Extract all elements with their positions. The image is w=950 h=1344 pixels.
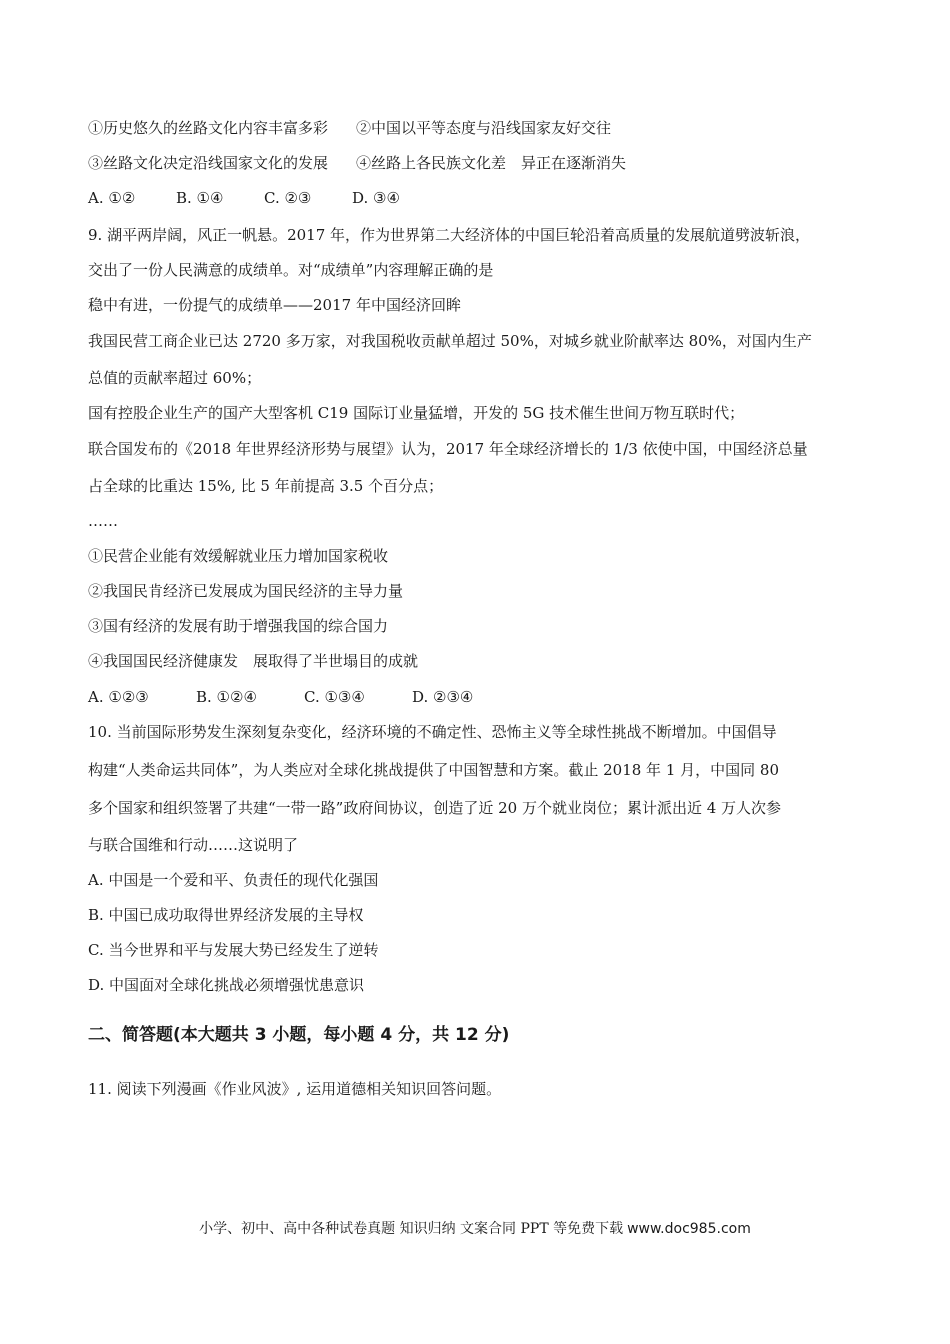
q8-statement-1: ①历史悠久的丝路文化内容丰富多彩 bbox=[88, 119, 329, 137]
q11-stem: 11. 阅读下列漫画《作业风波》, 运用道德相关知识回答问题。 bbox=[88, 1080, 502, 1098]
q8-option-d: D. ③④ bbox=[352, 189, 400, 207]
q9-options bbox=[88, 687, 473, 707]
q9-option-d: D. ②③④ bbox=[412, 688, 474, 706]
q10-option-c: C. 当今世界和平与发展大势已经发生了逆转 bbox=[88, 941, 379, 959]
q8-options bbox=[88, 188, 400, 208]
q9-stem-line-2: 交出了一份人民满意的成绩单。对“成绩单”内容理解正确的是 bbox=[88, 261, 494, 279]
page-footer bbox=[0, 1220, 950, 1238]
section-heading: 二、简答题(本大题共 3 小题，每小题 4 分，共 12 分) bbox=[88, 1025, 510, 1045]
q9-option-a: A. ①②③ bbox=[88, 688, 149, 706]
q10-option-a: A. 中国是一个爱和平、负责任的现代化强国 bbox=[88, 871, 379, 889]
q10-stem-line-3: 多个国家和组织签署了共建“一带一路”政府间协议，创造了近 20 万个就业岗位；累计派出近 4 万人次参 bbox=[88, 799, 782, 817]
q9-material-2: 国有控股企业生产的国产大型客机 C19 国际订业量猛增，开发的 5G 技术催生世间万物互联时代； bbox=[88, 404, 745, 422]
footer-text: 小学、初中、高中各种试卷真题 知识归纳 文案合同 PPT 等免费下载 bbox=[199, 1221, 624, 1237]
q9-material-1-line-1: 我国民营工商企业已达 2720 多万家，对我国税收贡献单超过 50%，对城乡就业阶献率达 80%，对国内生产 bbox=[88, 332, 812, 350]
q8-statement-row-1 bbox=[88, 118, 890, 138]
q9-ellipsis: …… bbox=[88, 512, 118, 530]
q8-statement-row-2 bbox=[88, 153, 890, 173]
q10-stem-line-2: 构建“人类命运共同体”，为人类应对全球化挑战提供了中国智慧和方案。截止 2018 年 1 月，中国同 80 bbox=[88, 761, 779, 779]
q8-statement-4: ④丝路上各民族文化差 异正在逐渐消失 bbox=[356, 154, 627, 172]
q10-stem-line-4: 与联合国维和行动……这说明了 bbox=[88, 836, 299, 854]
q8-statement-3: ③丝路文化决定沿线国家文化的发展 bbox=[88, 154, 329, 172]
q9-material-1-line-2: 总值的贡献率超过 60%； bbox=[88, 369, 262, 387]
q9-material-title: 稳中有进，一份提气的成绩单——2017 年中国经济回眸 bbox=[88, 296, 461, 314]
q8-option-c: C. ②③ bbox=[264, 189, 312, 207]
q9-material-3-line-2: 占全球的比重达 15%, 比 5 年前提高 3.5 个百分点； bbox=[88, 477, 444, 495]
footer-url[interactable]: www.doc985.com bbox=[627, 1221, 751, 1237]
q9-stem-line-1: 9. 湖平两岸阔，风正一帆悬。2017 年，作为世界第二大经济体的中国巨轮沿着高质量的发展航道劈波斩浪， bbox=[88, 226, 811, 244]
q9-statement-2: ②我国民肯经济已发展成为国民经济的主导力量 bbox=[88, 582, 404, 600]
q8-statement-2: ②中国以平等态度与沿线国家友好交往 bbox=[356, 119, 612, 137]
q10-option-b: B. 中国已成功取得世界经济发展的主导权 bbox=[88, 906, 364, 924]
q9-statement-1: ①民营企业能有效缓解就业压力增加国家税收 bbox=[88, 547, 389, 565]
q9-option-b: B. ①②④ bbox=[196, 688, 257, 706]
q9-statement-4: ④我国国民经济健康发 展取得了半世塌目的成就 bbox=[88, 652, 419, 670]
q9-material-3-line-1: 联合国发布的《2018 年世界经济形势与展望》认为，2017 年全球经济增长的 1/3 依使中国，中国经济总量 bbox=[88, 440, 808, 458]
q10-option-d: D. 中国面对全球化挑战必须增强忧患意识 bbox=[88, 976, 365, 994]
q10-stem-line-1: 10. 当前国际形势发生深刻复杂变化，经济环境的不确定性、恐怖主义等全球性挑战不断增加。中国倡导 bbox=[88, 723, 777, 741]
q8-option-a: A. ①② bbox=[88, 189, 136, 207]
q9-option-c: C. ①③④ bbox=[304, 688, 365, 706]
q8-option-b: B. ①④ bbox=[176, 189, 224, 207]
q9-statement-3: ③国有经济的发展有助于增强我国的综合国力 bbox=[88, 617, 389, 635]
